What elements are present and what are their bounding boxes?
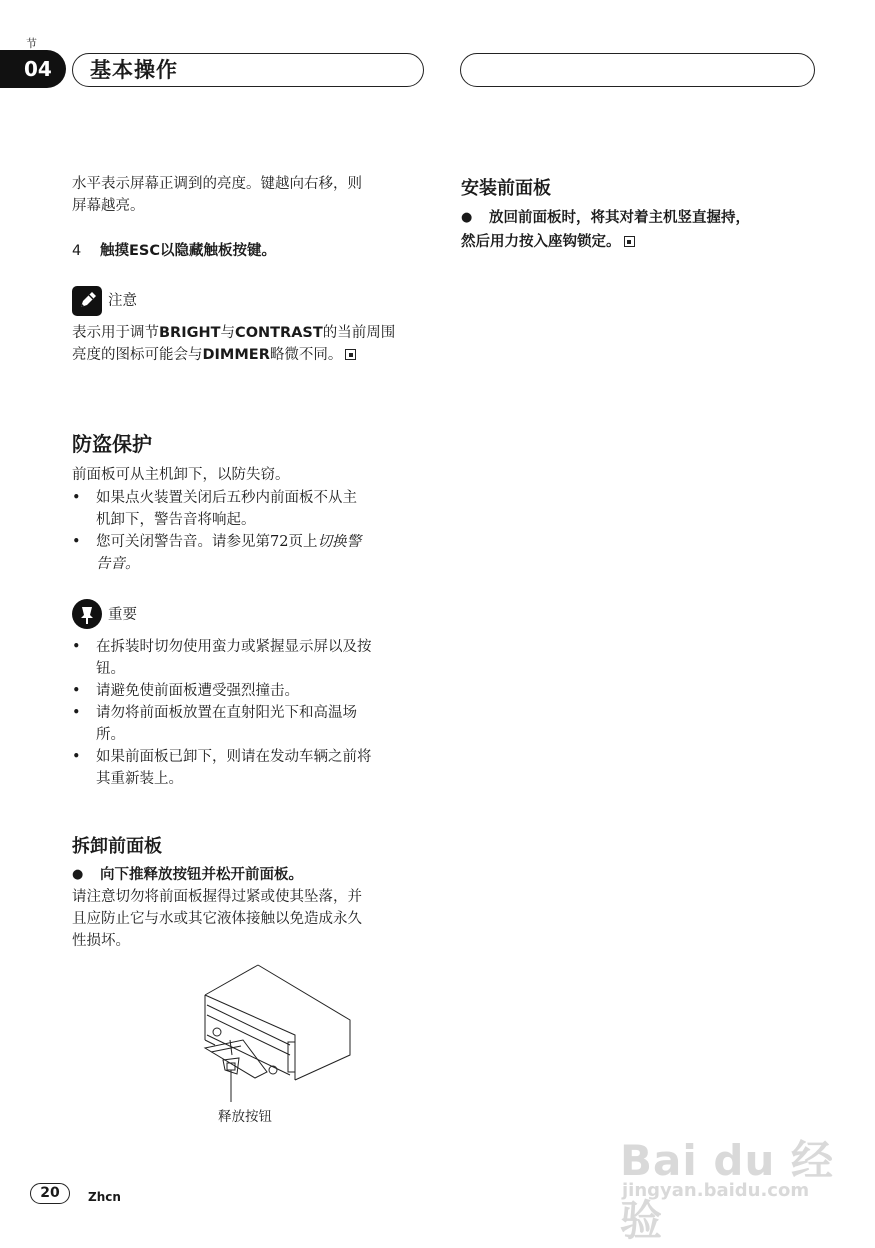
important-bullet-1: • 在拆装时切勿使用蛮力或紧握显示屏以及按 钮。 bbox=[72, 639, 372, 677]
important-bullet-3: • 请勿将前面板放置在直射阳光下和高温场 所。 bbox=[72, 705, 357, 743]
watermark-url: jingyan.baidu.com bbox=[622, 1180, 810, 1201]
section-number-badge: 04 bbox=[0, 50, 66, 88]
page-title: 基本操作 bbox=[90, 58, 178, 82]
note-icon bbox=[72, 286, 102, 316]
right-header-frame bbox=[460, 53, 815, 87]
remove-line-3: 性损坏。 bbox=[72, 933, 130, 949]
front-panel-illustration bbox=[195, 960, 365, 1110]
language-code: Zhcn bbox=[88, 1190, 121, 1204]
end-mark-icon bbox=[624, 236, 635, 247]
watermark-logo: Bai du 经验 bbox=[620, 1136, 834, 1245]
figure-caption: 释放按钮 bbox=[218, 1109, 272, 1125]
step-4-number: 4 bbox=[72, 243, 82, 259]
important-icon bbox=[72, 599, 102, 629]
end-mark-icon bbox=[345, 349, 356, 360]
intro-line-1: 水平表示屏幕正调到的亮度。键越向右移，则 bbox=[72, 176, 362, 192]
remove-heading: 拆卸前面板 bbox=[72, 836, 162, 857]
note-line-1: 表示用于调节BRIGHT与CONTRAST的当前周围 bbox=[72, 325, 396, 341]
theft-bullet-1: • 如果点火装置关闭后五秒内前面板不从主 机卸下，警告音将响起。 bbox=[72, 490, 357, 528]
theft-heading: 防盗保护 bbox=[72, 432, 152, 456]
attach-heading: 安装前面板 bbox=[461, 178, 551, 199]
important-title: 重要 bbox=[108, 607, 137, 623]
important-bullet-4: • 如果前面板已卸下，则请在发动车辆之前将 其重新装上。 bbox=[72, 749, 372, 787]
section-label: 节 bbox=[26, 37, 37, 50]
note-title: 注意 bbox=[108, 293, 137, 309]
theft-bullet-2: • 您可关闭警告音。请参见第72页上切换警 告音。 bbox=[72, 534, 361, 572]
note-line-2: 亮度的图标可能会与DIMMER略微不同。 bbox=[72, 344, 356, 366]
theft-intro: 前面板可从主机卸下，以防失窃。 bbox=[72, 467, 290, 483]
attach-step: ● 放回前面板时，将其对着主机竖直握持， 然后用力按入座钩锁定。 bbox=[461, 210, 750, 250]
remove-line-2: 且应防止它与水或其它液体接触以免造成永久 bbox=[72, 911, 362, 927]
remove-line-1: 请注意切勿将前面板握得过紧或使其坠落，并 bbox=[72, 889, 362, 905]
important-bullet-2: • 请避免使前面板遭受强烈撞击。 bbox=[72, 683, 299, 699]
page-number: 20 bbox=[30, 1183, 70, 1204]
remove-step: ● 向下推释放按钮并松开前面板。 bbox=[72, 867, 303, 883]
step-4-text: 触摸ESC以隐藏触板按键。 bbox=[100, 243, 276, 259]
intro-line-2: 屏幕越亮。 bbox=[72, 198, 145, 214]
